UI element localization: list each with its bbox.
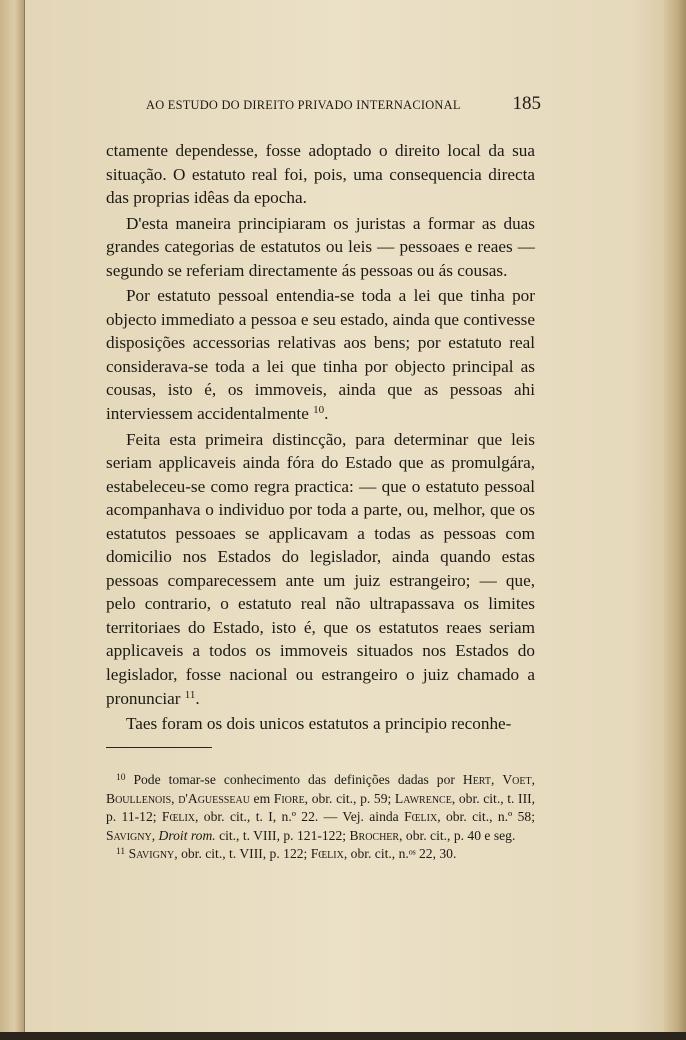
- book-page: [106, 0, 541, 1040]
- footnote-text: Pode tomar-se conhecimento das definições dadas por: [133, 772, 463, 787]
- body-text: [106, 139, 535, 736]
- footnote-text: em: [249, 790, 274, 806]
- page-number: 185: [512, 93, 541, 114]
- paragraph-4: [106, 428, 535, 711]
- paragraph-5: Taes foram os dois unicos estatutos a principio reconhe-: [126, 714, 512, 734]
- author-name: Boullenois: [106, 790, 172, 806]
- author-name: Fiore: [273, 790, 305, 806]
- footnote-text: ,: [171, 790, 179, 806]
- footnote-text: , obr. cit., n.ᵒˢ 22, 30.: [343, 846, 457, 862]
- work-title: Droit rom.: [158, 827, 216, 843]
- author-name: Hert: [462, 772, 491, 787]
- footnote-text: , obr. cit., t. III, p. 11-12;: [106, 790, 536, 825]
- author-name: Brocher: [349, 827, 400, 843]
- footnote-11-number: 11: [116, 847, 126, 858]
- footnote-text: ,: [531, 772, 536, 787]
- footnote-text: , obr. cit., t. I, n.º 22. — Vej. ainda: [195, 809, 405, 825]
- running-head: AO ESTUDO DO DIREITO PRIVADO INTERNACIONAL: [146, 98, 461, 112]
- footnote-text: , obr. cit., t. VIII, p. 122;: [174, 846, 311, 862]
- author-name: d'Aguesseau: [178, 790, 250, 806]
- paragraph-4-end: .: [195, 688, 200, 708]
- footnote-text: cit., t. VIII, p. 121-122;: [215, 827, 350, 843]
- footnote-text: , obr. cit., n.º 58;: [437, 809, 535, 825]
- footnote-text: ,: [490, 772, 503, 787]
- author-name: Fœlix: [161, 809, 196, 825]
- footnote-text: , obr. cit., p. 40 e seg.: [399, 827, 516, 843]
- author-name: Lawrence: [394, 790, 452, 806]
- footnote-10-number: 10: [116, 773, 126, 783]
- paragraph-3: [106, 284, 535, 425]
- paragraph-3-text: Por estatuto pessoal entendia-se toda a lei que tinha por objecto immediato a pessoa e seu estado, ainda que contivesse disposições accessorias relativas aos bens; por estatuto real considerava-se toda a lei que tinha por objecto principal as cousas, isto é, os immoveis, ainda que as pessoas ahi interviessem accidentalmente: [106, 286, 535, 424]
- author-name: Savigny: [128, 846, 175, 862]
- footnote-ref-10[interactable]: 10: [313, 404, 325, 417]
- footnotes: [106, 771, 535, 864]
- paragraph-2: D'esta maneira principiaram os juristas a formar as duas grandes categorias de estatutos ou leis — pessoaes e reaes — segundo se referiam directamente ás pessoas ou ás cousas.: [106, 213, 535, 280]
- page-header: [146, 93, 541, 117]
- author-name: Fœlix: [404, 809, 438, 825]
- footnote-11: [106, 845, 535, 864]
- author-name: Voet: [502, 772, 532, 787]
- footnote-text: , obr. cit., p. 59;: [304, 790, 395, 806]
- right-page-edge: [664, 0, 686, 1040]
- footnote-ref-11[interactable]: 11: [184, 688, 196, 701]
- paragraph-4-text: Feita esta primeira distincção, para determinar que leis seriam applicaveis ainda fóra do Estado que as promulgára, estabeleceu-se como regra practica: — que o estatuto pessoal acompanhava o individuo por toda a parte, ou, melhor, que os estatutos pessoaes se applicavam a todas as pessoas com domicilio nos Estados do legislador, ainda quando estas pessoas comparecessem ante um juiz estrangeiro; — que, pelo contrario, o estatuto real não ultrapassava os limites territoriaes do Estado, isto é, que os estatutos reaes seriam applicaveis a todos os immoveis situados nos Estados do legislador, fosse nacional ou estrangeiro o juiz chamado a pronunciar: [106, 429, 535, 708]
- author-name: Savigny: [106, 827, 152, 843]
- paragraph-3-end: .: [324, 404, 329, 424]
- author-name: Fœlix: [310, 846, 344, 862]
- footnote-separator: [106, 747, 212, 748]
- footnote-text: ,: [151, 827, 159, 843]
- paragraph-1: ctamente dependesse, fosse adoptado o direito local da sua situação. O estatuto real foi, pois, uma consequencia directa das proprias idêas da epocha.: [106, 141, 535, 208]
- footnote-10: [106, 771, 535, 845]
- left-page-edge: [0, 0, 25, 1040]
